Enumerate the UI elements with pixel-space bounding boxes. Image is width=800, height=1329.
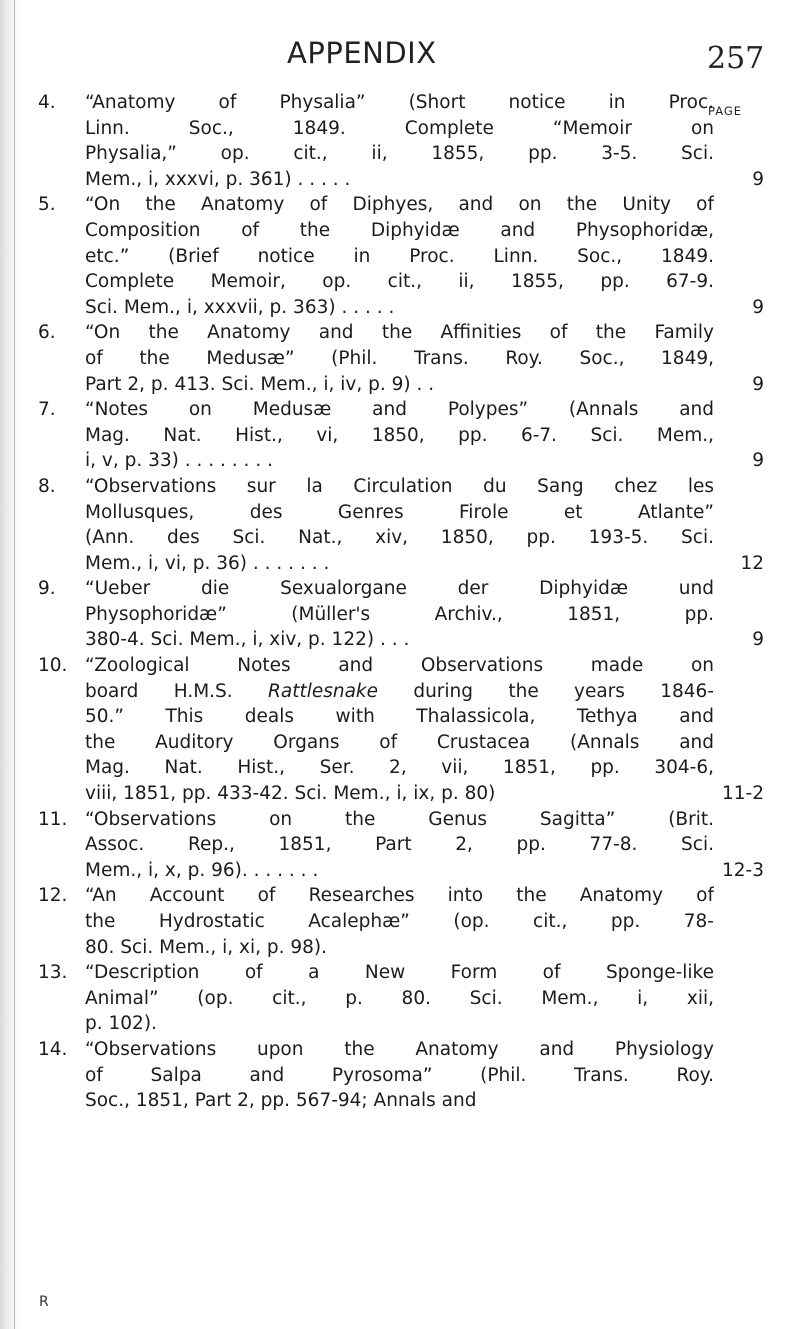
entry-number: 11. — [38, 808, 68, 830]
entry-line: Mag. Nat. Hist., vi, 1850, pp. 6-7. Sci. Mem., — [85, 424, 714, 446]
entry-line: Linn. Soc., 1849. Complete “Memoir on — [85, 117, 714, 139]
entry-page-ref: 9 — [752, 450, 764, 472]
entry-line: Complete Memoir, op. cit., ii, 1855, pp. 67-9. — [85, 271, 714, 293]
entry-line: Soc., 1851, Part 2, pp. 567-94; Annals and — [85, 1090, 477, 1112]
entry-page-ref: 11-2 — [722, 783, 764, 805]
entry-line: board H.M.S. Rattlesnake during the years 1846- — [85, 680, 714, 702]
bibliography-entry — [0, 576, 800, 653]
entry-line: Mem., i, xxxvi, p. 361) . . . . . — [85, 168, 351, 190]
entry-page-ref: 12 — [740, 552, 764, 574]
bibliography-entry — [0, 90, 800, 192]
running-header — [0, 36, 800, 86]
bibliography-entry — [0, 883, 800, 960]
entry-number: 10. — [38, 655, 68, 677]
entry-line: (Ann. des Sci. Nat., xiv, 1850, pp. 193-5. Sci. — [85, 527, 714, 549]
bibliography-entry — [0, 960, 800, 1037]
entry-line: Mollusques, des Genres Firole et Atlante” — [85, 501, 714, 523]
entry-page-ref: 12-3 — [722, 859, 764, 881]
entry-line: Mag. Nat. Hist., Ser. 2, vii, 1851, pp. 304-6, — [85, 757, 714, 779]
running-title: APPENDIX — [287, 36, 437, 70]
entry-line: “Description of a New Form of Sponge-like — [85, 962, 714, 984]
bibliography-entry — [0, 474, 800, 576]
entry-number: 7. — [38, 399, 56, 421]
entry-number: 4. — [38, 92, 56, 113]
entry-line: “An Account of Researches into the Anatomy of — [85, 885, 714, 907]
bibliography-list — [0, 90, 800, 1114]
entry-line: Physalia,” op. cit., ii, 1855, pp. 3-5. Sci. — [85, 143, 714, 165]
bibliography-entry — [0, 192, 800, 320]
entry-line: “Observations on the Genus Sagitta” (Brit. — [85, 808, 714, 830]
signature-mark: R — [39, 1294, 49, 1310]
entry-line: Physophoridæ” (Müller's Archiv., 1851, pp. — [85, 603, 714, 625]
entry-number: 14. — [38, 1038, 68, 1060]
entry-line: Composition of the Diphyidæ and Physophoridæ, — [85, 219, 714, 241]
entry-number: 13. — [38, 962, 68, 984]
entry-line: Part 2, p. 413. Sci. Mem., i, iv, p. 9) . . — [85, 373, 435, 395]
entry-line: “Observations upon the Anatomy and Physiology — [85, 1038, 714, 1060]
entry-line: “Notes on Medusæ and Polypes” (Annals and — [85, 399, 714, 421]
entry-number: 12. — [38, 885, 68, 907]
bibliography-entry — [0, 1037, 800, 1114]
entry-number: 6. — [38, 322, 56, 344]
entry-line: of the Medusæ” (Phil. Trans. Roy. Soc., 1849, — [85, 347, 714, 369]
entry-line: etc.” (Brief notice in Proc. Linn. Soc., 1849. — [85, 245, 714, 267]
entry-line: of Salpa and Pyrosoma” (Phil. Trans. Roy. — [85, 1064, 714, 1086]
entry-number: 5. — [38, 194, 56, 216]
entry-line: Mem., i, vi, p. 36) . . . . . . . — [85, 552, 330, 574]
entry-line: “Anatomy of Physalia” (Short notice in Proc. — [85, 92, 714, 113]
entry-line: viii, 1851, pp. 433-42. Sci. Mem., i, ix, p. 80) — [85, 783, 496, 805]
entry-line: Animal” (op. cit., p. 80. Sci. Mem., i, xii, — [85, 987, 714, 1009]
entry-line: “On the Anatomy and the Affinities of the Family — [85, 322, 714, 344]
entry-page-ref: 9 — [752, 296, 764, 318]
entry-page-ref: 9 — [752, 168, 764, 190]
entry-line: Assoc. Rep., 1851, Part 2, pp. 77-8. Sci. — [85, 834, 714, 856]
entry-line: 380-4. Sci. Mem., i, xiv, p. 122) . . . — [85, 629, 410, 651]
bibliography-entry — [0, 320, 800, 397]
entry-line: “On the Anatomy of Diphyes, and on the Unity of — [85, 194, 714, 216]
entry-line: Mem., i, x, p. 96). . . . . . . — [85, 859, 319, 881]
page-column-label: PAGE — [708, 104, 743, 118]
entry-line: “Observations sur la Circulation du Sang chez les — [85, 475, 714, 497]
entry-line: the Auditory Organs of Crustacea (Annals and — [85, 731, 714, 753]
entry-line: 80. Sci. Mem., i, xi, p. 98). — [85, 936, 328, 958]
page-number: 257 — [707, 41, 765, 76]
entry-number: 8. — [38, 475, 56, 497]
entry-page-ref: 9 — [752, 373, 764, 395]
entry-page-ref: 9 — [752, 629, 764, 651]
entry-line: “Zoological Notes and Observations made on — [85, 655, 714, 677]
entry-line: i, v, p. 33) . . . . . . . . — [85, 450, 273, 472]
entry-line: p. 102). — [85, 1013, 157, 1035]
bibliography-entry — [0, 397, 800, 474]
bibliography-entry — [0, 653, 800, 807]
entry-number: 9. — [38, 578, 56, 600]
entry-line: Sci. Mem., i, xxxvii, p. 363) . . . . . — [85, 296, 395, 318]
entry-line: the Hydrostatic Acalephæ” (op. cit., pp. 78- — [85, 911, 714, 932]
bibliography-entry — [0, 807, 800, 884]
entry-line: “Ueber die Sexualorgane der Diphyidæ und — [85, 578, 714, 600]
entry-line: 50.” This deals with Thalassicola, Tethya and — [85, 706, 714, 728]
